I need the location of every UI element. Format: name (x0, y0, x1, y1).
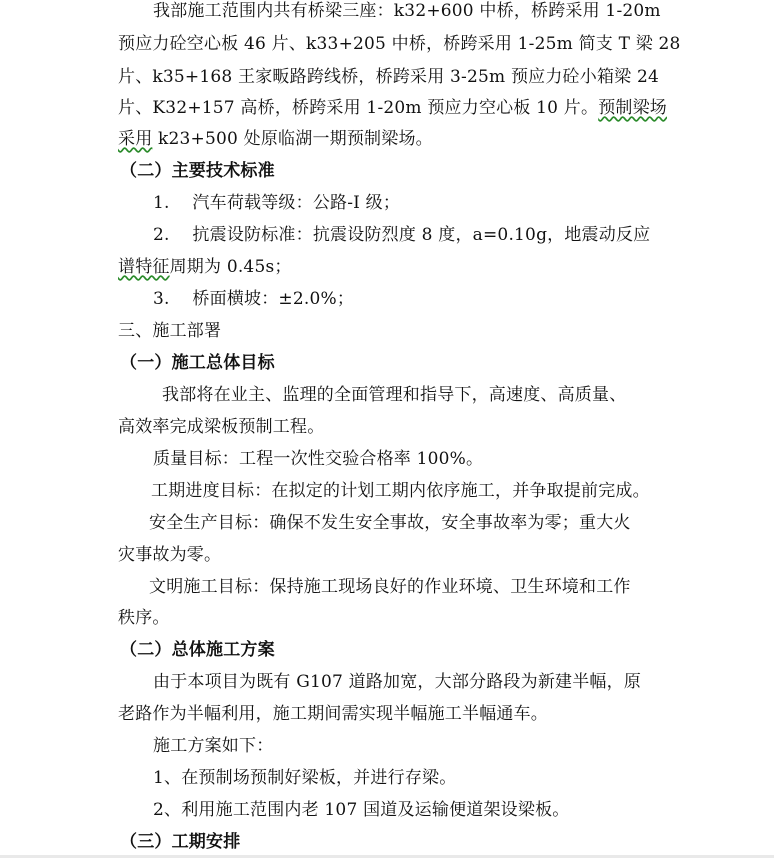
intro-line-5-marked: 采用 (118, 129, 153, 149)
intro-line-3: 片、k35+168 王家畈路跨线桥，桥跨采用 3-25m 预应力砼小箱梁 24 (118, 67, 659, 87)
standard-item-1: 1. 汽车荷载等级：公路-I 级； (153, 193, 401, 213)
goal-line-1: 我部将在业主、监理的全面管理和指导下，高速度、高质量、 (162, 385, 627, 405)
section-2-heading: （二）主要技术标准 (120, 161, 275, 181)
intro-line-4 (118, 97, 667, 119)
intro-line-5-text: k23+500 处原临湖一期预制梁场。 (152, 129, 433, 149)
standard-item-2-cont (118, 256, 292, 278)
civil-goal-line-2: 秩序。 (118, 608, 170, 628)
subsection-3-heading: （三）工期安排 (120, 832, 241, 852)
intro-line-5 (118, 128, 433, 150)
subsection-2-heading: （二）总体施工方案 (120, 640, 275, 660)
intro-line-4-marked: 预制梁场 (598, 98, 667, 118)
subsection-1-heading: （一）施工总体目标 (120, 353, 275, 373)
intro-line-2: 预应力砼空心板 46 片、k33+205 中桥，桥跨采用 1-25m 简支 T 梁 28 (118, 34, 681, 54)
plan-line-2: 老路作为半幅利用，施工期间需实现半幅施工半幅通车。 (118, 704, 548, 724)
standard-item-2: 2. 抗震设防标准：抗震设防烈度 8 度，a=0.10g，地震动反应 (153, 225, 651, 245)
schedule-goal: 工期进度目标：在拟定的计划工期内依序施工，并争取提前完成。 (151, 481, 650, 501)
plan-line-1: 由于本项目为既有 G107 道路加宽，大部分路段为新建半幅，原 (153, 672, 642, 692)
safety-goal-line-2: 灾事故为零。 (118, 545, 222, 565)
civil-goal-line-1: 文明施工目标：保持施工现场良好的作业环境、卫生环境和工作 (149, 577, 631, 597)
goal-line-2: 高效率完成梁板预制工程。 (118, 417, 325, 437)
plan-item-1: 1、在预制场预制好梁板，并进行存梁。 (153, 768, 457, 788)
intro-line-1: 我部施工范围内共有桥梁三座：k32+600 中桥，桥跨采用 1-20m (153, 1, 661, 21)
quality-goal: 质量目标：工程一次性交验合格率 100%。 (153, 449, 484, 469)
section-3-heading: 三、施工部署 (118, 321, 222, 341)
safety-goal-line-1: 安全生产目标：确保不发生安全事故，安全事故率为零；重大火 (149, 513, 631, 533)
standard-item-2-rest: 周期为 0.45s； (169, 257, 292, 277)
plan-item-2: 2、利用施工范围内老 107 国道及运输便道架设梁板。 (153, 800, 570, 820)
plan-line-3: 施工方案如下： (153, 736, 274, 756)
standard-item-2-marked: 谱特征 (118, 257, 170, 277)
standard-item-3: 3. 桥面横坡：±2.0%； (153, 289, 355, 309)
intro-line-4-text: 片、K32+157 高桥，桥跨采用 1-20m 预应力空心板 10 片。 (118, 98, 599, 118)
